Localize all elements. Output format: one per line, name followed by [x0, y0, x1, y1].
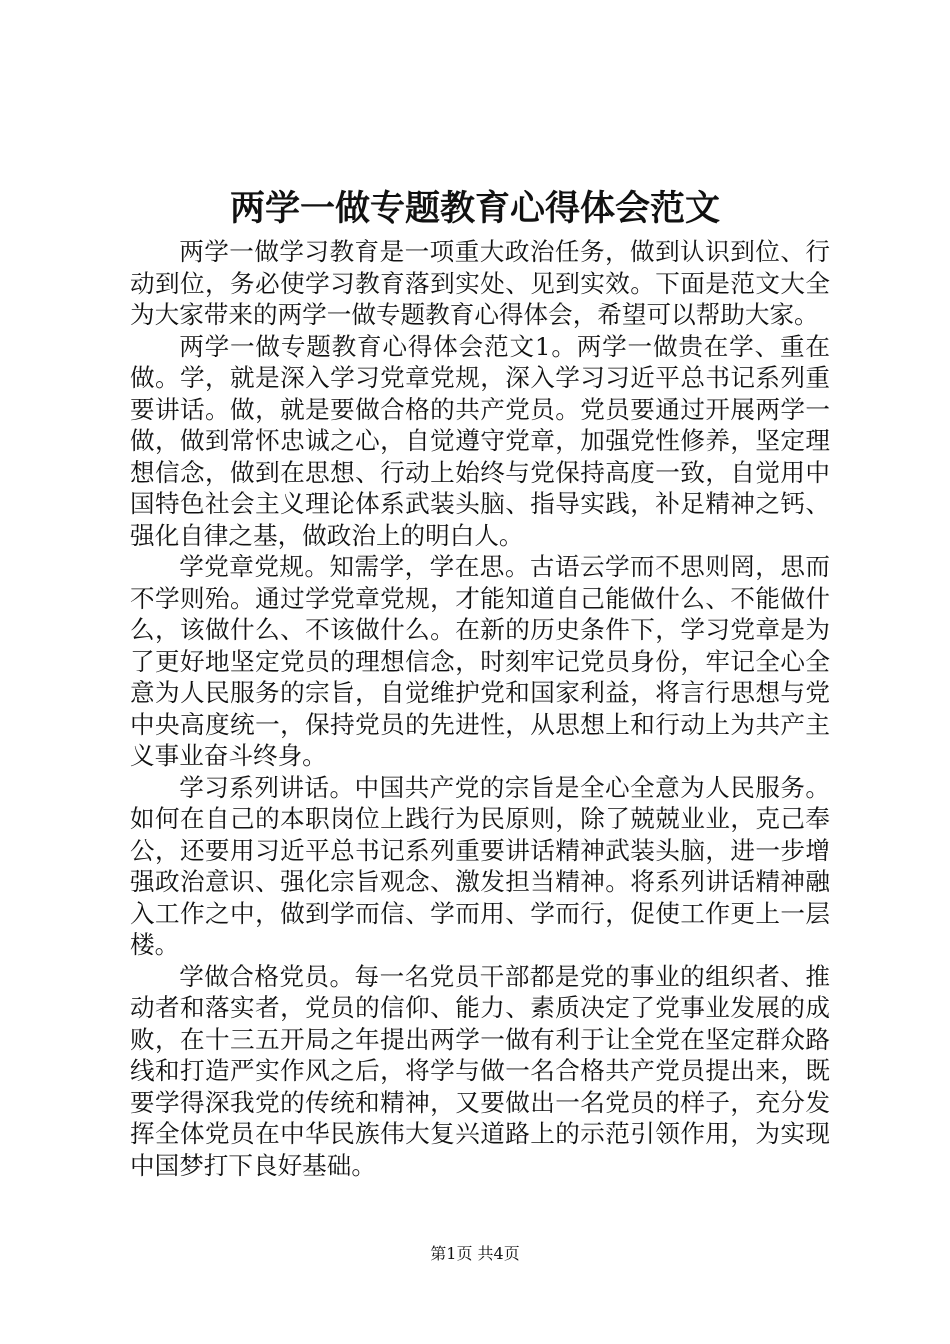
- page-number-footer: 第1页 共4页: [430, 1244, 520, 1263]
- paragraph: 两学一做专题教育心得体会范文1。两学一做贵在学、重在做。学，就是深入学习党章党规，深入学习习近平总书记系列重要讲话。做，就是要做合格的共产党员。党员要通过开展两学一做，做到常怀忠诚之心，自觉遵守党章，加强党性修养，坚定理想信念，做到在思想、行动上始终与党保持高度一致，自觉用中国特色社会主义理论体系武装头脑、指导实践，补足精神之钙、强化自律之基，做政治上的明白人。: [130, 331, 830, 550]
- document-body: [130, 236, 830, 1181]
- paragraph: 学党章党规。知需学，学在思。古语云学而不思则罔，思而不学则殆。通过学党章党规，才能知道自己能做什么、不能做什么，该做什么、不该做什么。在新的历史条件下，学习党章是为了更好地坚定党员的理想信念，时刻牢记党员身份，牢记全心全意为人民服务的宗旨，自觉维护党和国家利益，将言行思想与党中央高度统一，保持党员的先进性，从思想上和行动上为共产主义事业奋斗终身。: [130, 552, 830, 770]
- paragraph: 学习系列讲话。中国共产党的宗旨是全心全意为人民服务。如何在自己的本职岗位上践行为民原则，除了兢兢业业，克己奉公，还要用习近平总书记系列重要讲话精神武装头脑，进一步增强政治意识、强化宗旨观念、激发担当精神。将系列讲话精神融入工作之中，做到学而信、学而用、学而行，促使工作更上一层楼。: [130, 772, 830, 959]
- paragraph: 学做合格党员。每一名党员干部都是党的事业的组织者、推动者和落实者，党员的信仰、能力、素质决定了党事业发展的成败，在十三五开局之年提出两学一做有利于让全党在坚定群众路线和打造严实作风之后，将学与做一名合格共产党员提出来，既要学得深我党的传统和精神，又要做出一名党员的样子，充分发挥全体党员在中华民族伟大复兴道路上的示范引领作用，为实现中国梦打下良好基础。: [130, 961, 830, 1180]
- document-title: 两学一做专题教育心得体会范文: [229, 188, 720, 229]
- paragraph: 两学一做学习教育是一项重大政治任务，做到认识到位、行动到位，务必使学习教育落到实处、见到实效。下面是范文大全为大家带来的两学一做专题教育心得体会，希望可以帮助大家。: [130, 237, 830, 329]
